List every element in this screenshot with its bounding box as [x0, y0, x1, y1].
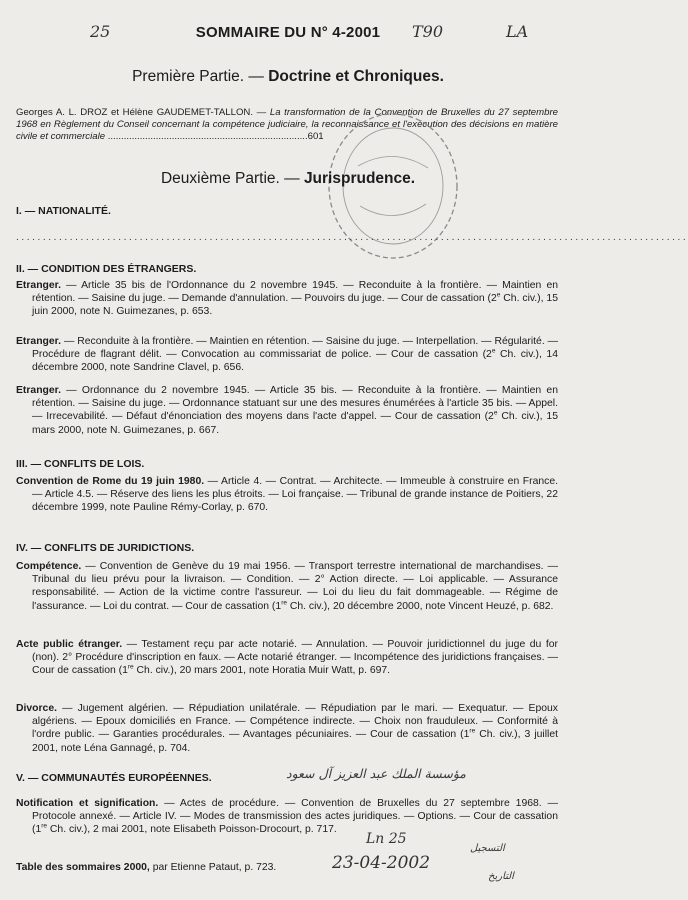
section-heading-condition-etrangers: II. — CONDITION DES ÉTRANGERS.	[16, 263, 197, 275]
section-heading-conflits-lois: III. — CONFLITS DE LOIS.	[16, 458, 145, 470]
entry-competence: Compétence. — Convention de Genève du 19 mai 1956. — Transport terrestre international de marchandises. — Tribunal du lieu prévu pour la livraison. — Condition. — 2° Action directe. — Loi applicable. — Assurance responsabilité. — Action de la victime contre l'assureur. — Loi du lieu du fait dommageable. — Régime de l'assurance. — Loi du contrat. — Cour de cassation (1re Ch. civ.), 20 décembre 2000, note Vincent Heuzé, p. 682.	[16, 561, 558, 612]
handwritten-number-top-left: 25	[90, 22, 111, 41]
handwritten-registration-date: 23-04-2002	[332, 853, 431, 873]
entry-etranger-2: Etranger. — Reconduite à la frontière. — Maintien en rétention. — Saisine du juge. — Interpellation. — Régularité. — Procédure de flagrant délit. — Convocation au commissariat de police. — Cour de cassation (2e Ch. civ.), 14 décembre 2000, note Sandrine Clavel, p. 656.	[16, 336, 558, 374]
part-two-heading: Deuxième Partie. — Jurisprudence.	[160, 170, 416, 187]
section-heading-conflits-juridictions: IV. — CONFLITS DE JURIDICTIONS.	[16, 542, 195, 554]
handwritten-registration-number: Ln 25	[366, 831, 407, 847]
arabic-label-registration: التسجيل	[470, 843, 505, 854]
handwritten-code-top-right: T90	[412, 22, 444, 41]
nationality-dot-leader: .............................................................................................................................	[16, 232, 688, 243]
entry-acte-public-etranger: Acte public étranger. — Testament reçu par acte notarié. — Annulation. — Pouvoir juridictionnel du juge du for (non). 2° Procédure d'inscription en faux. — Acte notarié étranger. — Incompétence des juridictions françaises. — Cour de cassation (1re Ch. civ.), 20 mars 2001, note Horatia Muir Watt, p. 697.	[16, 639, 559, 677]
entry-etranger-3: Etranger. — Ordonnance du 2 novembre 1945. — Article 35 bis. — Reconduite à la frontière. — Maintien en rétention. — Saisine du juge. — Ordonnance statuant sur une des mesures énumérées à l'article 35 bis. — Appel. — Irrecevabilité. — Défaut d'énonciation des moyens dans l'acte d'appel. — Cour de cassation (2e Ch. civ.), 15 mars 2000, note N. Guimezanes, p. 667.	[16, 385, 558, 436]
arabic-label-date: التاريخ	[488, 871, 514, 882]
doctrine-page-number: 601	[307, 131, 324, 142]
section-heading-communautes-europeennes: V. — COMMUNAUTÉS EUROPÉENNES.	[16, 772, 212, 784]
entry-table-sommaires: Table des sommaires 2000, par Etienne Pataut, p. 723.	[16, 862, 277, 873]
entry-etranger-1: Etranger. — Article 35 bis de l'Ordonnance du 2 novembre 1945. — Reconduite à la frontière. — Maintien en rétention. — Saisine du juge. — Demande d'annulation. — Pouvoirs du juge. — Cour de cassation (2e Ch. civ.), 15 juin 2000, note N. Guimezanes, p. 653.	[16, 280, 558, 318]
handwritten-initials-top-right: LA	[506, 22, 529, 41]
doctrine-entry: Georges A. L. DROZ et Hélène GAUDEMET-TALLON. — La transformation de la Convention de Bruxelles du 27 septembre 1968 en Règlement du Conseil concernant la compétence judiciaire, la reconnaissance et l'exécution des décisions en matière civile et commerciale ...........................................................................601	[16, 107, 558, 142]
section-heading-nationalite: I. — NATIONALITÉ.	[16, 205, 111, 217]
entry-divorce: Divorce. — Jugement algérien. — Répudiation unilatérale. — Répudiation par le mari. — Exequatur. — Epoux algériens. — Epoux domiciliés en France. — Compétence indirecte. — Choix non frauduleux. — Conformité à l'ordre public. — Garanties procédurales. — Avantages pécuniaires. — Cour de cassation (1re Ch. civ.), 3 juillet 2001, note Léna Gannagé, p. 704.	[16, 703, 558, 754]
entry-notification-signification: Notification et signification. — Actes de procédure. — Convention de Bruxelles du 27 septembre 1968. — Protocole annexé. — Article IV. — Modes de transmission des actes juridiques. — Options. — Cour de cassation (1re Ch. civ.), 2 mai 2001, note Elisabeth Poisson-Drocourt, p. 717.	[16, 798, 558, 836]
library-stamp	[318, 106, 468, 276]
arabic-stamp-line: مؤسسة الملك عبد العزيز آل سعود	[286, 766, 466, 781]
page-title: SOMMAIRE DU N° 4-2001	[195, 24, 381, 41]
entry-convention-rome: Convention de Rome du 19 juin 1980. — Article 4. — Contrat. — Architecte. — Immeuble à construire en France. — Article 4.5. — Réserve des liens les plus étroits. — Loi française. — Tribunal de grande instance de Poitiers, 22 décembre 1999, note Pauline Rémy-Corlay, p. 670.	[16, 476, 558, 514]
part-one-heading: Première Partie. — Doctrine et Chroniques.	[132, 68, 444, 85]
